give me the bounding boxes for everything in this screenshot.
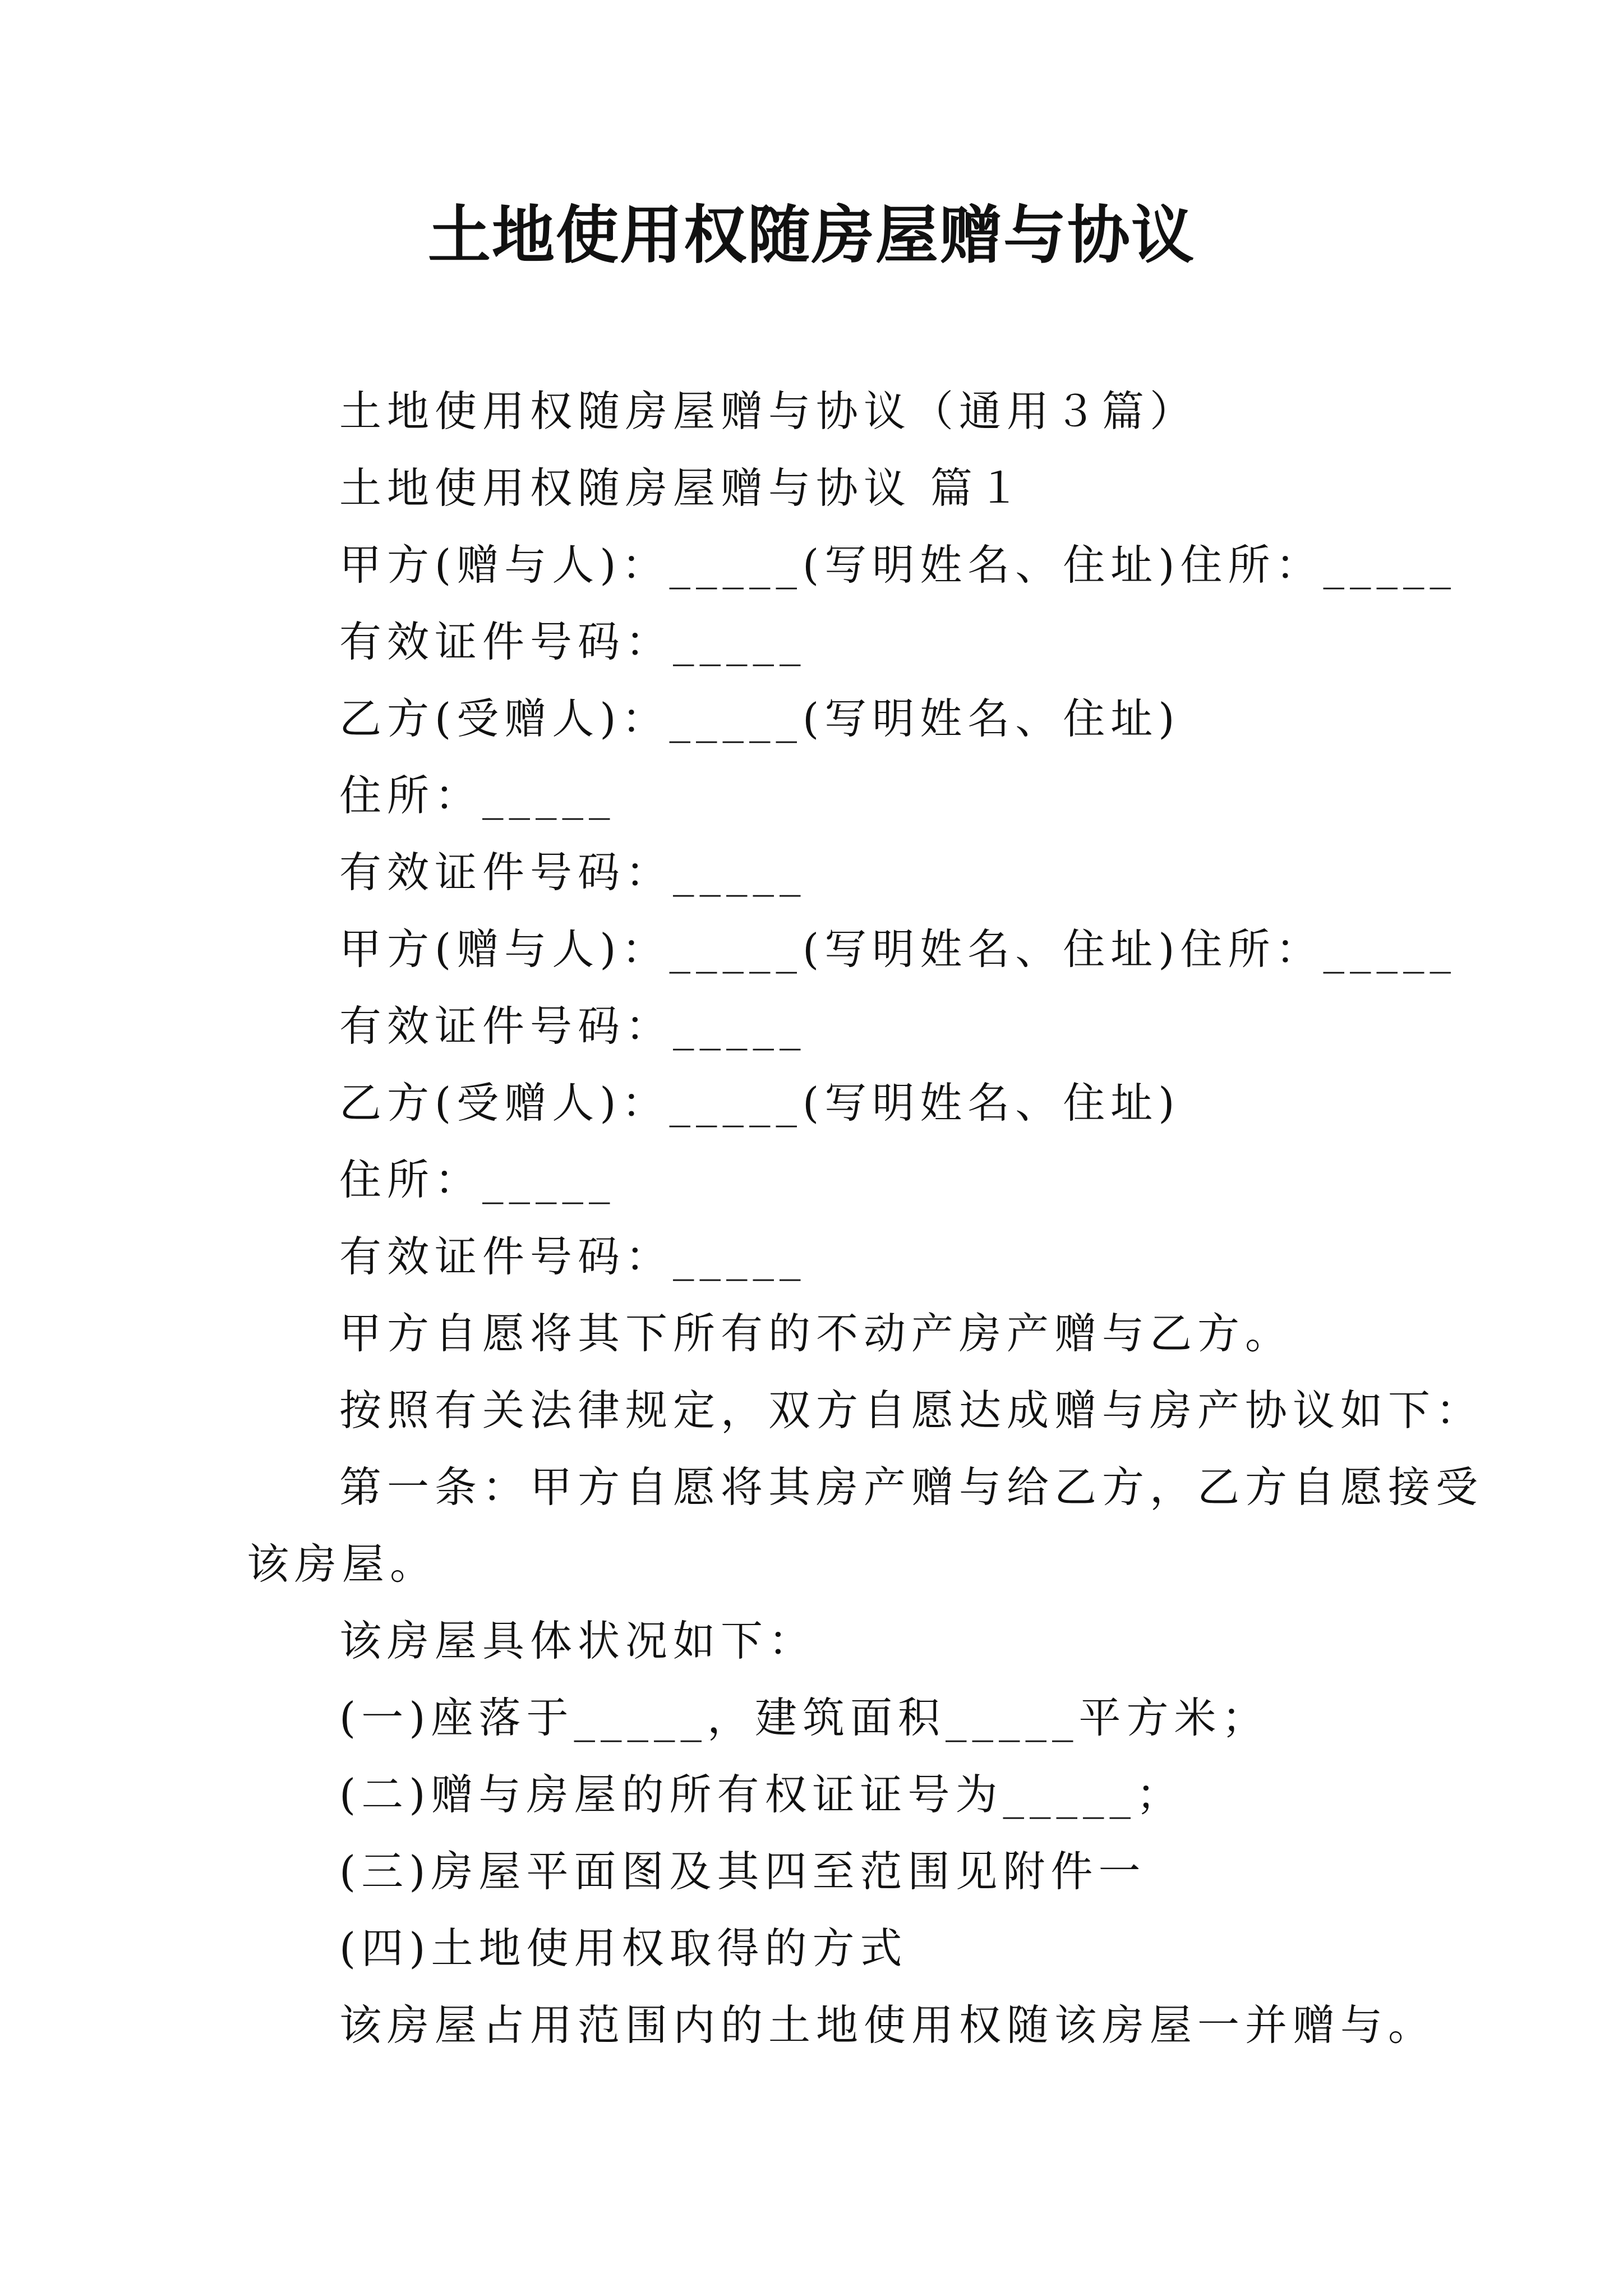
paragraph: (一)座落于_____，建筑面积_____平方米； xyxy=(339,1693,1270,1742)
paragraph: 住所：_____ xyxy=(339,1155,616,1204)
paragraph: (二)赠与房屋的所有权证证号为_____； xyxy=(339,1770,1184,1819)
paragraph: 甲方(赠与人)：_____(写明姓名、住址)住所：_____ xyxy=(339,924,1457,974)
paragraph: (三)房屋平面图及其四至范围见附件一 xyxy=(339,1847,1146,1896)
paragraph-continuation: 该房屋。 xyxy=(247,1539,438,1589)
paragraph: 第一条：甲方自愿将其房产赠与给乙方，乙方自愿接受 xyxy=(339,1462,1484,1512)
paragraph: 乙方(受赠人)：_____(写明姓名、住址) xyxy=(339,694,1181,743)
paragraph: 有效证件号码：_____ xyxy=(339,617,806,666)
paragraph: 甲方(赠与人)：_____(写明姓名、住址)住所：_____ xyxy=(339,540,1457,590)
paragraph: 土地使用权随房屋赠与协议 篇１ xyxy=(339,463,1026,513)
paragraph: 该房屋具体状况如下： xyxy=(339,1616,817,1665)
paragraph: 住所：_____ xyxy=(339,771,616,820)
paragraph: 按照有关法律规定，双方自愿达成赠与房产协议如下： xyxy=(339,1386,1484,1435)
paragraph: 该房屋占用范围内的土地使用权随该房屋一并赠与。 xyxy=(339,2000,1436,2050)
paragraph: 乙方(受赠人)：_____(写明姓名、住址) xyxy=(339,1078,1181,1128)
paragraph: 有效证件号码：_____ xyxy=(339,1001,806,1051)
paragraph: 有效证件号码：_____ xyxy=(339,848,806,897)
document-title: 土地使用权随房屋赠与协议 xyxy=(428,199,1195,272)
paragraph: 甲方自愿将其下所有的不动产房产赠与乙方。 xyxy=(339,1309,1293,1358)
paragraph: 土地使用权随房屋赠与协议（通用３篇） xyxy=(339,386,1198,436)
paragraph: 有效证件号码：_____ xyxy=(339,1232,806,1281)
paragraph: (四)土地使用权取得的方式 xyxy=(339,1924,908,1973)
document-body xyxy=(247,373,1484,2064)
